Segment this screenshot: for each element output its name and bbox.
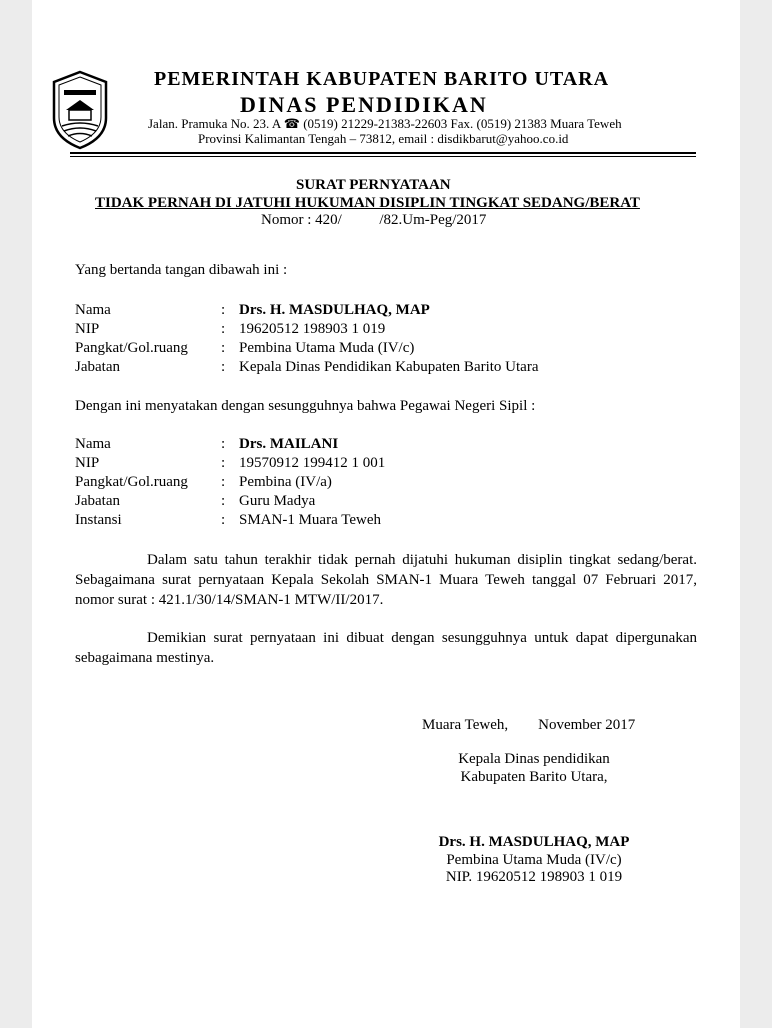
statement-text: Dalam satu tahun terakhir tidak pernah dijatuhi hukuman disiplin tingkat sedang/berat. Sebagaimana surat pernyataan Kepala Sekolah SMAN-1 Muara Teweh tanggal 07 Februari 2017, nomor surat : 421.1/30/14/SMAN-1 MTW/II/2017. — [75, 552, 697, 608]
employee-name-label: Nama — [75, 436, 111, 452]
employee-name-value: Drs. MAILANI — [239, 436, 339, 452]
colon: : — [221, 455, 226, 471]
header-divider-thin — [70, 156, 696, 157]
colon: : — [221, 436, 226, 452]
document-page — [32, 0, 740, 1028]
employee-rank-label: Pangkat/Gol.ruang — [75, 474, 188, 490]
colon: : — [221, 493, 226, 509]
closing-paragraph — [75, 628, 697, 668]
header-divider — [70, 152, 696, 154]
employee-nip-value: 19570912 199412 1 001 — [239, 455, 386, 471]
employee-nip-label: NIP — [75, 455, 100, 471]
colon: : — [221, 302, 226, 318]
colon: : — [221, 474, 226, 490]
signer-name-value: Drs. H. MASDULHAQ, MAP — [239, 302, 430, 318]
intro-employee: Dengan ini menyatakan dengan sesungguhnya bahwa Pegawai Negeri Sipil : — [75, 398, 536, 414]
address-line-1: Jalan. Pramuka No. 23. A ☎ (0519) 21229-21383-22603 Fax. (0519) 21383 Muara Teweh — [148, 116, 622, 131]
signature-rank: Pembina Utama Muda (IV/c) — [446, 852, 622, 868]
signer-title-line-2: Kabupaten Barito Utara, — [460, 769, 608, 785]
employee-institution-value: SMAN-1 Muara Teweh — [239, 512, 381, 528]
signer-position-value: Kepala Dinas Pendidikan Kabupaten Barito Utara — [239, 359, 539, 375]
employee-position-label: Jabatan — [75, 493, 120, 509]
signer-rank-label: Pangkat/Gol.ruang — [75, 340, 188, 356]
document-title: SURAT PERNYATAAN — [296, 177, 451, 193]
signature-nip: NIP. 19620512 198903 1 019 — [445, 869, 623, 885]
colon: : — [221, 359, 226, 375]
employee-rank-value: Pembina (IV/a) — [239, 474, 332, 490]
regency-emblem-icon — [50, 70, 110, 150]
signer-position-label: Jabatan — [75, 359, 120, 375]
document-number: Nomor : 420/ /82.Um-Peg/2017 — [261, 212, 487, 228]
intro-signer: Yang bertanda tangan dibawah ini : — [75, 262, 288, 278]
signer-nip-label: NIP — [75, 321, 100, 337]
signer-nip-value: 19620512 198903 1 019 — [239, 321, 386, 337]
signer-name-label: Nama — [75, 302, 111, 318]
signature-name: Drs. H. MASDULHAQ, MAP — [438, 834, 630, 850]
document-subtitle: TIDAK PERNAH DI JATUHI HUKUMAN DISIPLIN TINGKAT SEDANG/BERAT — [95, 195, 640, 211]
statement-paragraph — [75, 550, 697, 610]
signer-rank-value: Pembina Utama Muda (IV/c) — [239, 340, 415, 356]
place-date: Muara Teweh, November 2017 — [422, 717, 636, 733]
signer-title-line-1: Kepala Dinas pendidikan — [458, 751, 610, 767]
colon: : — [221, 321, 226, 337]
colon: : — [221, 512, 226, 528]
employee-position-value: Guru Madya — [239, 493, 316, 509]
department-heading: DINAS PENDIDIKAN — [240, 92, 488, 117]
address-line-2: Provinsi Kalimantan Tengah – 73812, email : disdikbarut@yahoo.co.id — [198, 131, 569, 146]
colon: : — [221, 340, 226, 356]
employee-institution-label: Instansi — [75, 512, 122, 528]
closing-text: Demikian surat pernyataan ini dibuat dengan sesungguhnya untuk dapat dipergunakan sebagaimana mestinya. — [75, 630, 697, 666]
government-heading: PEMERINTAH KABUPATEN BARITO UTARA — [154, 68, 610, 90]
